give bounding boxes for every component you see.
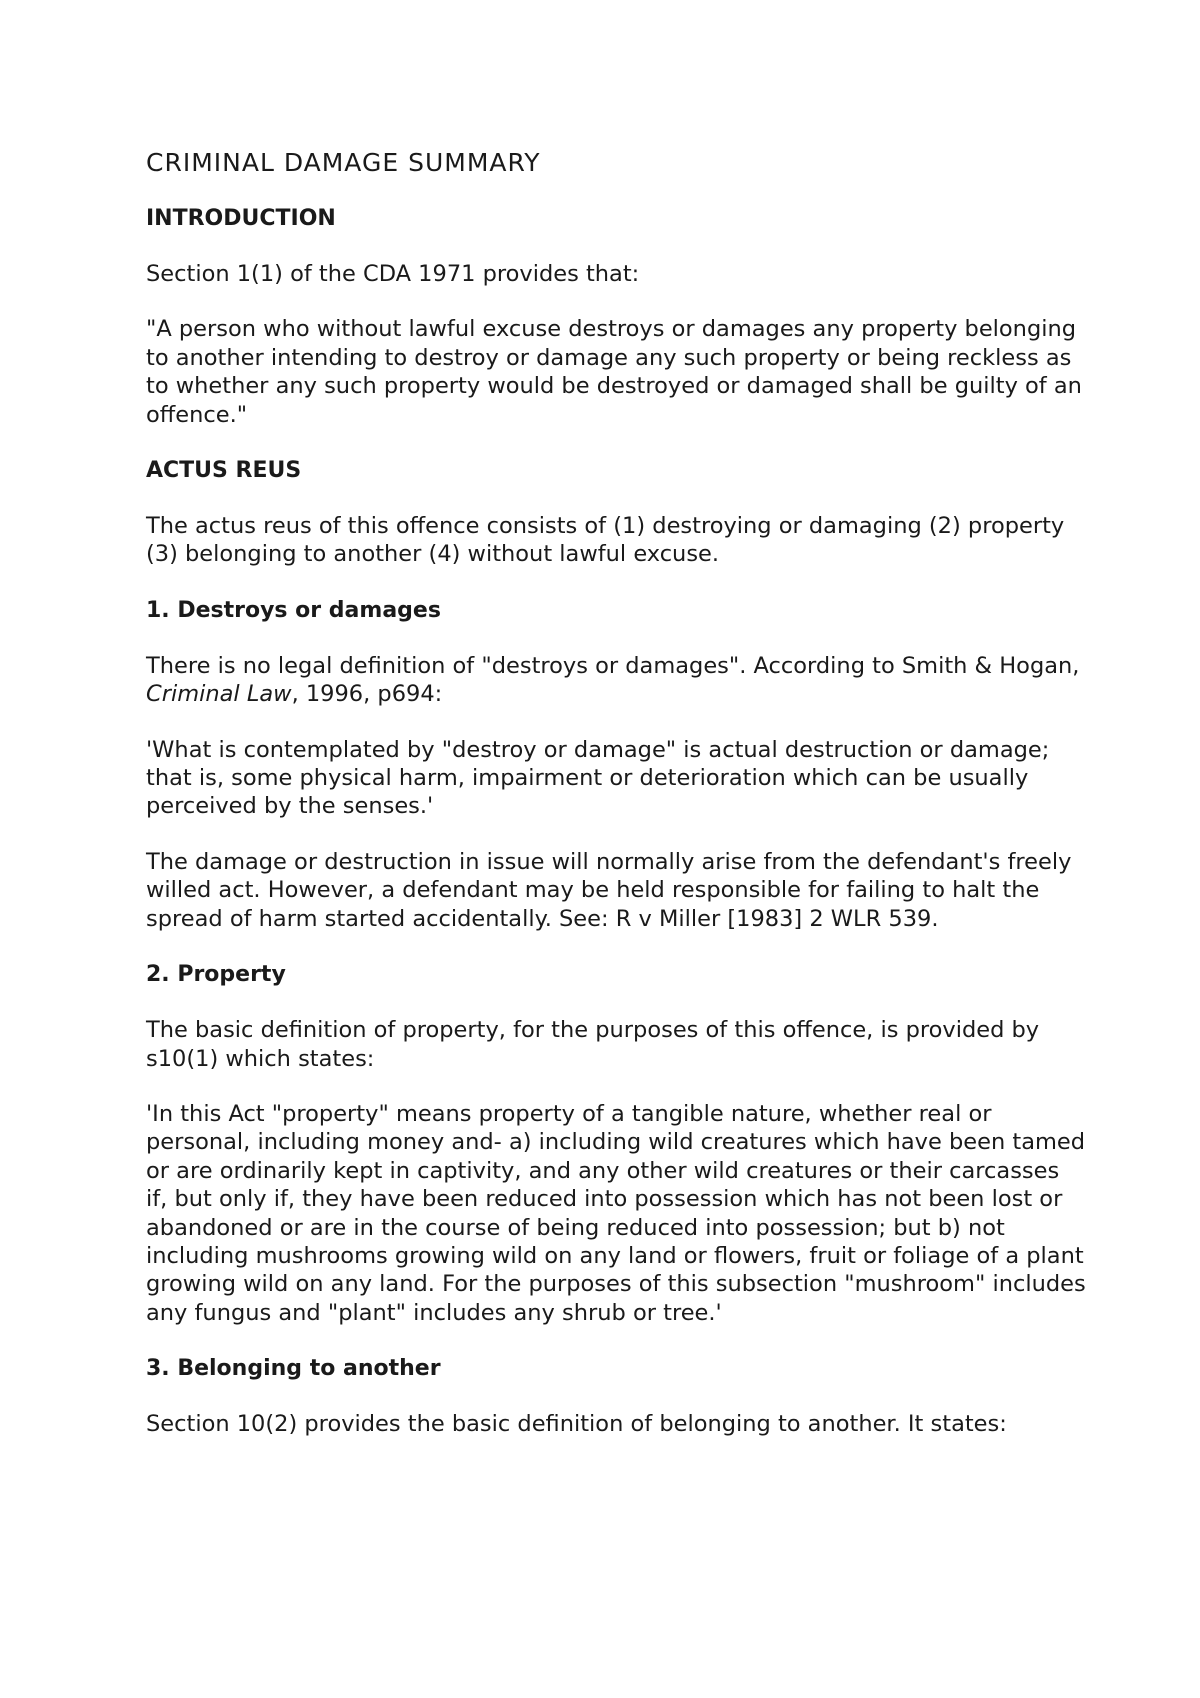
intro-paragraph: Section 1(1) of the CDA 1971 provides that:: [146, 261, 640, 287]
section-1-quote: 'What is contemplated by "destroy or damage" is actual destruction or damage; that is, some physical harm, impairment or deterioration which can be usually perceived by the senses.': [146, 736, 1050, 820]
section-3-heading: 3. Belonging to another: [146, 1356, 441, 1382]
section-1-text-post: , 1996, p694:: [291, 681, 443, 708]
actus-reus-heading: ACTUS REUS: [146, 458, 302, 484]
section-2-heading: 2. Property: [146, 962, 286, 988]
section-3-paragraph: Section 10(2) provides the basic definition of belonging to another. It states:: [146, 1411, 1007, 1438]
section-1-text-pre: There is no legal definition of "destroys or damages". According to Smith & Hogan,: [146, 652, 1080, 679]
intro-quote: "A person who without lawful excuse destroys or damages any property belonging to another intending to destroy or damage any such property or being reckless as to whether any such property would be destroyed or damaged shall be guilty of an offence.": [146, 316, 1082, 428]
intro-heading: INTRODUCTION: [146, 206, 336, 231]
document-page: [146, 146, 1086, 1466]
actus-reus-paragraph: The actus reus of this offence consists of (1) destroying or damaging (2) property (3) belonging to another (4) without lawful excuse.: [146, 513, 1065, 568]
section-1-paragraph: [146, 652, 1086, 709]
section-1-heading: 1. Destroys or damages: [146, 597, 441, 623]
section-1-paragraph-2: The damage or destruction in issue will normally arise from the defendant's freely willed act. However, a defendant may be held responsible for failing to halt the spread of harm started accidentally. See: R v Miller [1983] 2 WLR 539.: [146, 848, 1072, 932]
section-2-paragraph: The basic definition of property, for the purposes of this offence, is provided by s10(1) which states:: [146, 1017, 1040, 1072]
book-title-italic: Criminal Law: [146, 681, 292, 708]
document-title: CRIMINAL DAMAGE SUMMARY: [146, 148, 541, 177]
section-2-quote: 'In this Act "property" means property of a tangible nature, whether real or personal, including money and- a) including wild creatures which have been tamed or are ordinarily kept in captivity, and any other wild creatures or their carcasses if, but only if, they have been reduced into possession which has not been lost or abandoned or are in the course of being reduced into possession; but b) not including mushrooms growing wild on any land or flowers, fruit or foliage of a plant growing wild on any land. For the purposes of this subsection "mushroom" includes any fungus and "plant" includes any shrub or tree.': [146, 1100, 1086, 1326]
